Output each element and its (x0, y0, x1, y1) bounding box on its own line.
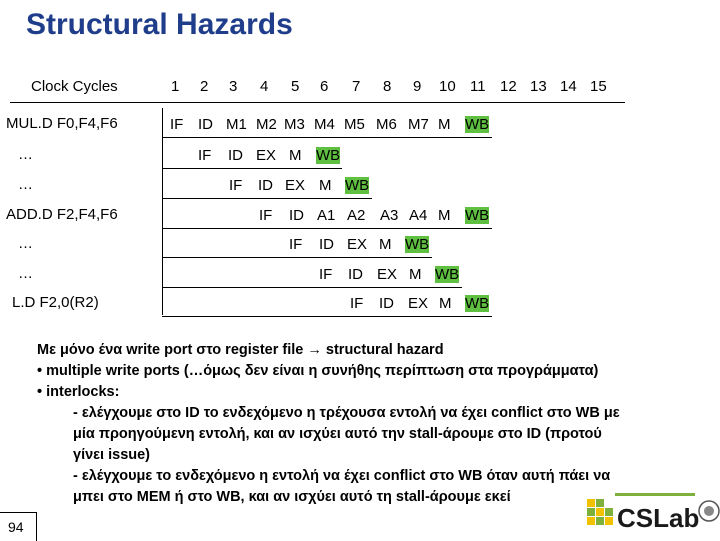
stage-cell: M3 (284, 116, 305, 133)
cycle-number: 4 (260, 78, 269, 95)
cycle-number: 10 (439, 78, 456, 95)
stage-cell: ID (258, 177, 273, 194)
stage-cell: IF (198, 147, 212, 164)
stage-cell: M5 (344, 116, 365, 133)
clock-cycles-label: Clock Cycles (31, 78, 118, 95)
body-line: Με μόνο ένα write port στο register file → structural hazard (37, 342, 444, 358)
instruction-label: … (18, 176, 33, 193)
cycle-number: 1 (171, 78, 180, 95)
row-divider (162, 257, 432, 258)
stage-cell: A4 (409, 207, 428, 224)
stage-cell: EX (377, 266, 398, 283)
cycle-number: 14 (560, 78, 577, 95)
stage-cell: IF (289, 236, 303, 253)
stage-wb-highlight: WB (316, 147, 341, 164)
stage-cell: A3 (380, 207, 399, 224)
stage-cell: ID (319, 236, 334, 253)
row-divider (162, 198, 372, 199)
stage-cell: M (409, 266, 422, 283)
stage-cell: M2 (256, 116, 277, 133)
cycle-number: 7 (352, 78, 361, 95)
page-number: 94 (8, 519, 24, 535)
body-line: • multiple write ports (…όμως δεν είναι η συνήθης περίπτωση στα προγράμματα) (37, 363, 599, 379)
stage-cell: IF (259, 207, 273, 224)
svg-text:CSLab: CSLab (617, 503, 700, 533)
stage-cell: M6 (376, 116, 397, 133)
cycle-number: 11 (470, 78, 486, 95)
body-line: • interlocks: (37, 384, 120, 400)
cycle-number: 9 (413, 78, 422, 95)
instruction-label: … (18, 235, 33, 252)
stage-cell: M (379, 236, 392, 253)
body-line: μπει στο MEM ή στο WB, και αν ισχύει αυτό τη stall-άρουμε εκεί (73, 489, 511, 505)
stage-cell: EX (347, 236, 368, 253)
stage-cell: M7 (408, 116, 429, 133)
stage-cell: IF (229, 177, 243, 194)
body-line: - ελέγχουμε το ενδεχόμενο η εντολή να έχει conflict στο WB όταν αυτή πάει να (73, 468, 611, 484)
stage-cell: ID (198, 116, 213, 133)
row-divider (162, 168, 342, 169)
stage-cell: ID (289, 207, 304, 224)
cycle-number: 12 (500, 78, 517, 95)
row-divider (162, 316, 492, 317)
body-line: γίνει issue) (73, 447, 151, 463)
row-divider (162, 137, 492, 138)
stage-cell: A2 (347, 207, 366, 224)
instruction-label: … (18, 146, 33, 163)
stage-wb-highlight: WB (405, 236, 430, 253)
stage-cell: M4 (314, 116, 335, 133)
instruction-label: … (18, 265, 33, 282)
cycle-number: 2 (200, 78, 209, 95)
logo-grid-icon (587, 499, 613, 525)
stage-cell: M (438, 207, 451, 224)
body-line: μία προηγούμενη εντολή, και αν ισχύει αυτό την stall-άρουμε στο ID (προτού (73, 426, 602, 442)
cycle-number: 5 (291, 78, 300, 95)
stage-cell: M (319, 177, 332, 194)
instruction-column-divider (162, 108, 163, 315)
stage-wb-highlight: WB (345, 177, 370, 194)
stage-wb-highlight: WB (435, 266, 460, 283)
stage-cell: ID (228, 147, 243, 164)
instruction-label: L.D F2,0(R2) (12, 294, 99, 311)
stage-wb-highlight: WB (465, 295, 490, 312)
stage-cell: ID (379, 295, 394, 312)
header-divider (10, 102, 625, 103)
stage-cell: IF (350, 295, 364, 312)
cycle-number: 13 (530, 78, 547, 95)
stage-cell: M (439, 295, 452, 312)
instruction-label: ADD.D F2,F4,F6 (6, 206, 118, 223)
stage-wb-highlight: WB (465, 116, 490, 133)
stage-cell: EX (408, 295, 429, 312)
cycle-number: 6 (320, 78, 329, 95)
cycle-number: 15 (590, 78, 607, 95)
cslab-logo (585, 485, 720, 540)
instruction-label: MUL.D F0,F4,F6 (6, 115, 118, 132)
stage-cell: M (289, 147, 302, 164)
explanation-text (37, 340, 717, 508)
cycle-number: 8 (383, 78, 392, 95)
stage-cell: A1 (317, 207, 336, 224)
slide-title: Structural Hazards (26, 8, 293, 41)
row-divider (162, 228, 492, 229)
cycle-number: 3 (229, 78, 238, 95)
stage-cell: M1 (226, 116, 247, 133)
stage-cell: EX (256, 147, 277, 164)
stage-cell: ID (348, 266, 363, 283)
body-line: - ελέγχουμε στο ID το ενδεχόμενο η τρέχουσα εντολή να έχει conflict στο WB με (73, 405, 620, 421)
stage-cell: IF (319, 266, 333, 283)
stage-wb-highlight: WB (465, 207, 490, 224)
stage-cell: M (438, 116, 451, 133)
row-divider (162, 287, 462, 288)
stage-cell: IF (170, 116, 184, 133)
stage-cell: EX (285, 177, 306, 194)
